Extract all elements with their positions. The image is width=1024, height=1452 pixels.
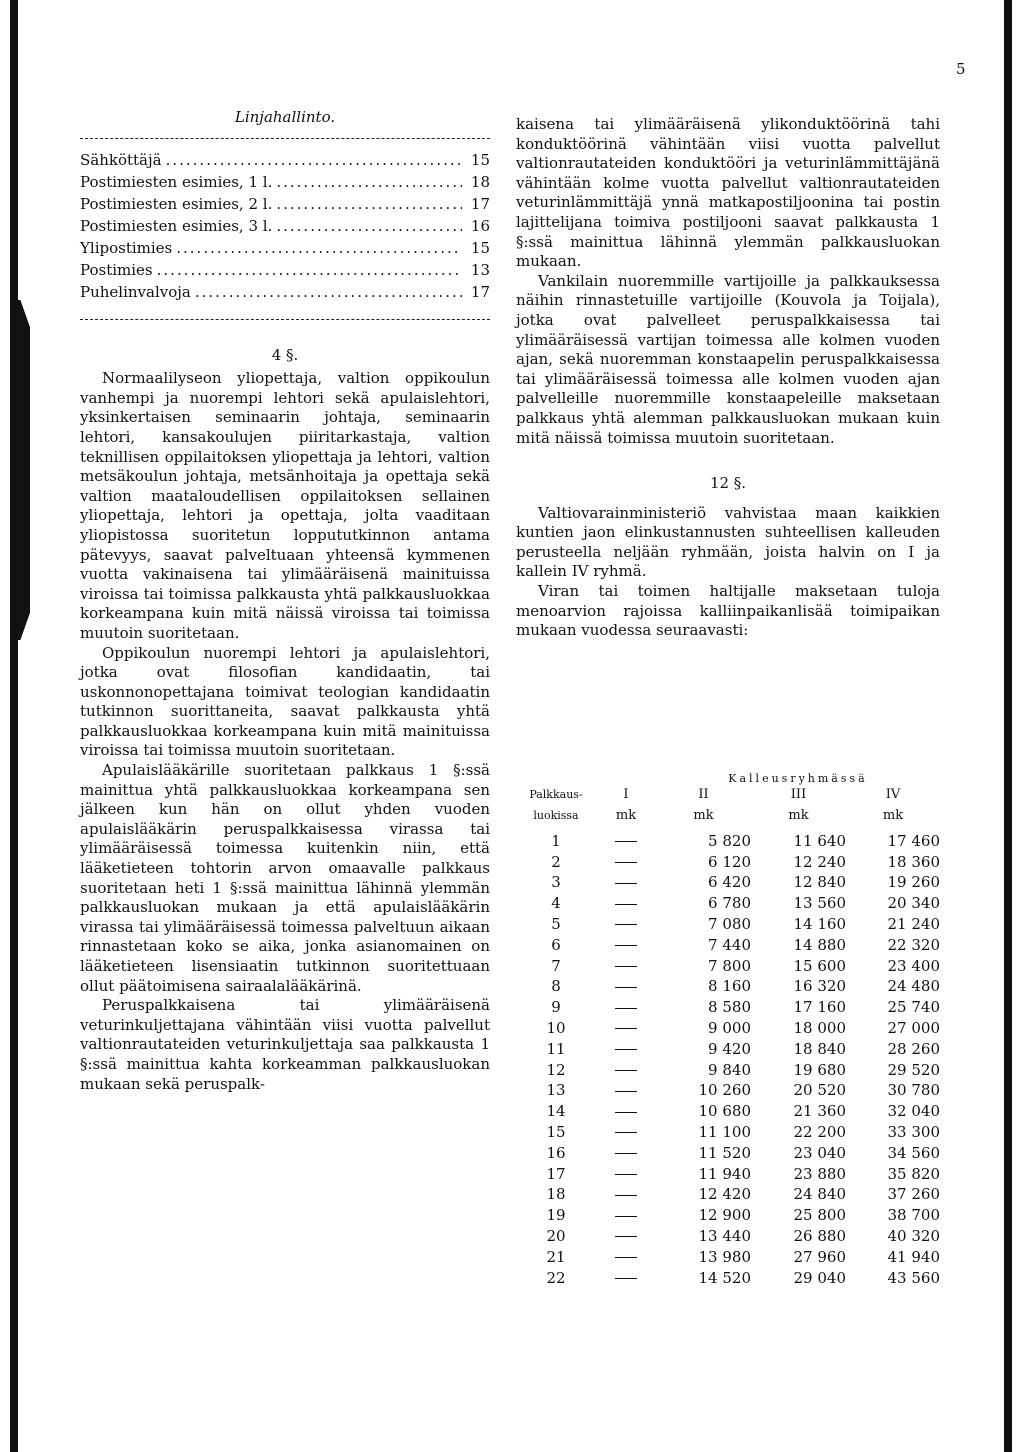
- dash-mark: [615, 904, 637, 905]
- cell-class: 4: [551, 894, 561, 913]
- cell-class: 11: [546, 1039, 566, 1058]
- cell-group-iii: 23 880: [793, 1164, 846, 1183]
- cell-group-iv: 22 320: [887, 935, 940, 954]
- toc-leader-dots: [162, 151, 462, 171]
- cell-group-iv: 17 460: [887, 831, 940, 850]
- cell-class: 8: [551, 977, 561, 996]
- cell-group-ii: 5 820: [708, 831, 751, 850]
- section-12-title: 12 §.: [709, 474, 747, 493]
- paragraph: Normaalilyseon yliopettaja, valtion oppikoulun vanhempi ja nuorempi lehtori sekä apulaislehtori, yksinkertaisen seminaarin johtaja, seminaarin lehtori, kansakoulujen piiritarkastaja, valtion teknillisen oppilaitoksen yliopettaja ja lehtori, valtion metsäkoulun johtaja, metsänhoitaja ja opettaja sekä valtion maataloudellisen oppilaitoksen sellainen yliopettaja, lehtori ja opettaja, jolta vaaditaan yliopistossa suoritetun loppututkinnon antama pätevyys, saavat palveltuaan yhteensä kymmenen vuotta vakinaisena tai ylimääräisenä mainituissa viroissa tai toimissa palkkausta yhtä palkkausluokkaa korkeampana kuin mitä näissä viroissa tai toimissa muutoin suoritetaan.: [80, 369, 490, 642]
- cell-group-ii: 12 900: [698, 1206, 751, 1225]
- cell-group-i-dash: [596, 1018, 656, 1039]
- toc-leader-dots: [153, 261, 462, 281]
- cell-class: 3: [551, 873, 561, 892]
- cell-group-ii: 14 520: [698, 1268, 751, 1287]
- cell-group-iv: 35 820: [887, 1164, 940, 1183]
- dash-mark: [615, 1112, 637, 1113]
- cell-group-iv: 27 000: [887, 1018, 940, 1037]
- scan-binding-shadow: [14, 300, 30, 640]
- dash-mark: [615, 1236, 637, 1237]
- cell-group-iii: 29 040: [793, 1268, 846, 1287]
- cell-group-ii: 13 980: [698, 1247, 751, 1266]
- toc-leader-dots: [172, 239, 462, 259]
- cell-class: 10: [546, 1018, 566, 1037]
- header-group-iv: IV: [885, 786, 901, 802]
- cell-class: 21: [546, 1247, 566, 1266]
- paragraph: kaisena tai ylimääräisenä ylikonduktöörinä tahi konduktöörinä vähintään viisi vuotta palvellut valtionrautateiden konduktööri ja veturinlämmittäjänä vähintään kolme vuotta palvellut valtionrautateiden veturinlämmittäjä ynnä matkapostiljoonina tai postin lajittelijana toimiva postiljooni saavat palkkausta 1 §:ssä mainittua lähinnä ylemmän palkkausluokan mukaan.: [516, 115, 940, 271]
- toc-value: 17: [470, 282, 490, 301]
- toc-leader-dots: [272, 173, 462, 193]
- cell-group-iii: 17 160: [793, 998, 846, 1017]
- cell-class: 18: [546, 1185, 566, 1204]
- toc-row: [80, 261, 490, 283]
- dash-mark: [615, 924, 637, 925]
- table-row: [516, 1080, 940, 1101]
- cell-group-iv: 33 300: [887, 1122, 940, 1141]
- cell-group-iv: 34 560: [887, 1143, 940, 1162]
- cell-group-ii: 6 420: [708, 873, 751, 892]
- page-number: 5: [956, 60, 966, 78]
- cell-group-iv: 19 260: [887, 873, 940, 892]
- table-row: [516, 1246, 940, 1267]
- cell-group-iv: 29 520: [887, 1060, 940, 1079]
- toc-label: Postimiesten esimies, 2 l.: [80, 194, 273, 213]
- cell-group-ii: 7 080: [708, 914, 751, 933]
- dash-mark: [615, 966, 637, 967]
- dash-mark: [615, 1028, 637, 1029]
- cell-group-ii: 9 000: [708, 1018, 751, 1037]
- header-group-iii: III: [790, 786, 807, 802]
- cell-group-iv: 41 940: [887, 1247, 940, 1266]
- table-row: [516, 1059, 940, 1080]
- cell-group-i-dash: [596, 1142, 656, 1163]
- dash-mark: [615, 1278, 637, 1279]
- cell-group-iii: 19 680: [793, 1060, 846, 1079]
- cell-group-iv: 28 260: [887, 1039, 940, 1058]
- toc-value: 15: [470, 150, 490, 169]
- cell-group-iii: 18 000: [793, 1018, 846, 1037]
- toc-label: Postimies: [80, 260, 153, 279]
- table-row: [516, 1122, 940, 1143]
- toc-leader-dots: [191, 283, 462, 303]
- right-column: [516, 115, 940, 641]
- cell-group-ii: 7 440: [708, 935, 751, 954]
- cell-group-i-dash: [596, 1038, 656, 1059]
- toc-leader-dots: [272, 217, 462, 237]
- cell-group-i-dash: [596, 893, 656, 914]
- table-row: [516, 1226, 940, 1247]
- section-4-title: 4 §.: [271, 345, 299, 364]
- cell-group-ii: 7 800: [708, 956, 751, 975]
- toc-row: [80, 283, 490, 305]
- cell-group-iv: 20 340: [887, 894, 940, 913]
- cell-group-i-dash: [596, 1080, 656, 1101]
- cell-group-i-dash: [596, 1184, 656, 1205]
- cell-class: 20: [546, 1226, 566, 1245]
- cell-group-ii: 8 580: [708, 998, 751, 1017]
- toc-leader-dots: [272, 195, 462, 215]
- cell-group-i-dash: [596, 934, 656, 955]
- cell-group-i-dash: [596, 1267, 656, 1288]
- cell-group-ii: 8 160: [708, 977, 751, 996]
- cell-class: 19: [546, 1206, 566, 1225]
- cell-class: 2: [551, 852, 561, 871]
- cell-class: 15: [546, 1122, 566, 1141]
- cell-group-iv: 30 780: [887, 1081, 940, 1100]
- paragraph: Viran tai toimen haltijalle maksetaan tuloja menoarvion rajoissa kalliinpaikanlisää toimipaikan mukaan vuodessa seuraavasti:: [516, 582, 940, 640]
- cell-group-iv: 23 400: [887, 956, 940, 975]
- cell-class: 22: [546, 1268, 566, 1287]
- cell-class: 7: [551, 956, 561, 975]
- cell-group-iii: 16 320: [793, 977, 846, 996]
- table-caption: Kalleusryhmässä: [728, 771, 868, 785]
- cell-group-i-dash: [596, 976, 656, 997]
- dash-mark: [615, 945, 637, 946]
- header-class-2: luokissa: [533, 808, 579, 822]
- toc-value: 18: [470, 172, 490, 191]
- toc-label: Ylipostimies: [80, 238, 173, 257]
- table-row: [516, 914, 940, 935]
- cell-group-iii: 21 360: [793, 1102, 846, 1121]
- cell-class: 12: [546, 1060, 566, 1079]
- cell-group-iv: 21 240: [887, 914, 940, 933]
- cell-group-iii: 12 840: [793, 873, 846, 892]
- table-row: [516, 1205, 940, 1226]
- cell-group-iv: 24 480: [887, 977, 940, 996]
- section-heading: Linjahallinto.: [234, 108, 336, 126]
- paragraph: Apulaislääkärille suoritetaan palkkaus 1 §:ssä mainittua yhtä palkkausluokkaa korkeampana sen jälkeen kun hän on ollut yhden vuoden apulaislääkärin peruspalkkaisessa virassa tai ylimääräisessä toimessa kuitenkin niin, että lääketieteen tohtorin arvon omaavalle palkkaus suoritetaan heti 1 §:ssä mainittua lähinnä ylemmän palkkausluokan mukaan ja että apulaislääkärin virassa tai ylimääräisessä toimessa palveltuun aikaan rinnastetaan koko se aika, jonka asianomainen on lääketieteen lisensiaatin tutkinnon suoritettuaan ollut päätoimisena sairaalalääkärinä.: [80, 761, 490, 995]
- dash-mark: [615, 1195, 637, 1196]
- cell-group-iii: 18 840: [793, 1039, 846, 1058]
- table-row: [516, 1163, 940, 1184]
- table-row: [516, 1267, 940, 1288]
- cell-class: 9: [551, 998, 561, 1017]
- dash-mark: [615, 1153, 637, 1154]
- cell-group-ii: 6 780: [708, 894, 751, 913]
- cell-group-iv: 32 040: [887, 1102, 940, 1121]
- table-row: [516, 955, 940, 976]
- header-group-ii: II: [698, 786, 709, 802]
- table-row: [516, 1101, 940, 1122]
- toc-value: 16: [470, 216, 490, 235]
- table-row: [516, 1018, 940, 1039]
- cell-group-iv: 25 740: [887, 998, 940, 1017]
- cell-group-ii: 9 420: [708, 1039, 751, 1058]
- header-group-i: I: [623, 786, 629, 802]
- dash-mark: [615, 1216, 637, 1217]
- paragraph: Valtiovarainministeriö vahvistaa maan kaikkien kuntien jaon elinkustannusten suhteellisen kalleuden perusteella neljään ryhmään, joista halvin on I ja kallein IV ryhmä.: [516, 503, 940, 581]
- table-row: [516, 997, 940, 1018]
- dashed-divider-top: [80, 138, 490, 139]
- cell-group-iii: 25 800: [793, 1206, 846, 1225]
- dash-mark: [615, 987, 637, 988]
- dash-mark: [615, 1049, 637, 1050]
- unit-iii: mk: [788, 807, 809, 823]
- cell-group-iv: 18 360: [887, 852, 940, 871]
- table-row: [516, 1142, 940, 1163]
- cell-group-i-dash: [596, 997, 656, 1018]
- toc-label: Postimiesten esimies, 1 l.: [80, 172, 273, 191]
- dashed-divider-bottom: [80, 319, 490, 320]
- cell-group-i-dash: [596, 1226, 656, 1247]
- cell-group-i-dash: [596, 1205, 656, 1226]
- cell-group-i-dash: [596, 1059, 656, 1080]
- cell-group-iii: 13 560: [793, 894, 846, 913]
- table-row: [516, 934, 940, 955]
- cell-group-ii: 11 100: [698, 1122, 751, 1141]
- scan-edge-right: [1004, 0, 1012, 1452]
- cell-class: 1: [551, 831, 561, 850]
- cell-group-ii: 10 260: [698, 1081, 751, 1100]
- cell-group-ii: 10 680: [698, 1102, 751, 1121]
- dash-mark: [615, 841, 637, 842]
- toc-value: 17: [470, 194, 490, 213]
- cell-class: 14: [546, 1102, 566, 1121]
- cell-group-i-dash: [596, 1163, 656, 1184]
- cell-group-iii: 24 840: [793, 1185, 846, 1204]
- cell-group-iii: 15 600: [793, 956, 846, 975]
- unit-i: mk: [615, 807, 637, 823]
- toc-label: Sähköttäjä: [80, 150, 162, 169]
- table-row: [516, 1184, 940, 1205]
- left-column: [80, 108, 490, 1094]
- unit-ii: mk: [693, 807, 714, 823]
- scan-edge-left: [10, 0, 18, 1452]
- cell-group-ii: 9 840: [708, 1060, 751, 1079]
- dash-mark: [615, 1008, 637, 1009]
- salary-toc: [80, 151, 490, 305]
- cell-group-iii: 23 040: [793, 1143, 846, 1162]
- cell-group-i-dash: [596, 851, 656, 872]
- cell-group-iv: 40 320: [887, 1226, 940, 1245]
- cell-group-iv: 38 700: [887, 1206, 940, 1225]
- dash-mark: [615, 1174, 637, 1175]
- paragraph: Peruspalkkaisena tai ylimääräisenä veturinkuljettajana vähintään viisi vuotta palvellut valtionrautateiden veturinkuljettaja saa palkkausta 1 §:ssä mainittua kahta korkeamman palkkausluokan mukaan sekä peruspalk-: [80, 996, 490, 1093]
- paragraph: Vankilain nuoremmille vartijoille ja palkkauksessa näihin rinnastetuille vartijoille (Kouvola ja Toijala), jotka ovat palvelleet peruspalkkaisessa tai ylimääräisessä vartijan toimessa alle kolmen vuoden ajan, sekä nuoremman konstaapelin peruspalkkaisessa tai ylimääräisessä toimessa alle kolmen vuoden ajan palvelleille nuoremmille konstaapeleille maksetaan palkkaus yhtä alemman palkkausluokan mukaan kuin mitä näissä toimissa muutoin suoritetaan.: [516, 271, 940, 447]
- dash-mark: [615, 1070, 637, 1071]
- cell-group-i-dash: [596, 1122, 656, 1143]
- table-row: [516, 893, 940, 914]
- cell-group-iii: 14 160: [793, 914, 846, 933]
- toc-row: [80, 195, 490, 217]
- dash-mark: [615, 1257, 637, 1258]
- cell-group-i-dash: [596, 872, 656, 893]
- cell-group-iii: 26 880: [793, 1226, 846, 1245]
- unit-iv: mk: [882, 807, 904, 823]
- dash-mark: [615, 1091, 637, 1092]
- toc-value: 13: [470, 260, 490, 279]
- toc-label: Postimiesten esimies, 3 l.: [80, 216, 273, 235]
- dash-mark: [615, 862, 637, 863]
- toc-row: [80, 173, 490, 195]
- cell-group-i-dash: [596, 1246, 656, 1267]
- cell-group-ii: 12 420: [698, 1185, 751, 1204]
- cell-group-iii: 14 880: [793, 935, 846, 954]
- toc-value: 15: [470, 238, 490, 257]
- cell-group-iv: 37 260: [887, 1185, 940, 1204]
- cell-class: 13: [546, 1081, 566, 1100]
- cell-group-i-dash: [596, 914, 656, 935]
- cell-group-iii: 27 960: [793, 1247, 846, 1266]
- cost-of-living-table: [516, 768, 940, 1288]
- cell-group-iii: 11 640: [793, 831, 846, 850]
- cell-class: 6: [551, 935, 561, 954]
- table-row: [516, 830, 940, 851]
- cell-group-iii: 22 200: [793, 1122, 846, 1141]
- toc-row: [80, 217, 490, 239]
- cell-group-iii: 12 240: [793, 852, 846, 871]
- cell-group-ii: 11 940: [698, 1164, 751, 1183]
- toc-label: Puhelinvalvoja: [80, 282, 191, 301]
- cell-class: 16: [546, 1143, 566, 1162]
- dash-mark: [615, 883, 637, 884]
- cell-group-i-dash: [596, 955, 656, 976]
- table-row: [516, 872, 940, 893]
- cell-group-ii: 11 520: [698, 1143, 751, 1162]
- toc-row: [80, 239, 490, 261]
- table-row: [516, 1038, 940, 1059]
- table-row: [516, 851, 940, 872]
- paragraph: Oppikoulun nuorempi lehtori ja apulaislehtori, jotka ovat filosofian kandidaatin, tai uskonnonopettajana toimivat teologian kandidaatin tutkinnon suorittaneita, saavat palkkausta yhtä palkkausluokkaa korkeampana kuin mitä mainituissa viroissa tai toimissa muutoin suoritetaan.: [80, 643, 490, 760]
- cell-group-ii: 6 120: [708, 852, 751, 871]
- cell-group-iv: 43 560: [887, 1268, 940, 1287]
- cell-group-i-dash: [596, 1101, 656, 1122]
- toc-row: [80, 151, 490, 173]
- cell-class: 5: [551, 914, 561, 933]
- header-class: Palkkaus-: [529, 787, 583, 801]
- cell-group-ii: 13 440: [698, 1226, 751, 1245]
- cell-class: 17: [546, 1164, 566, 1183]
- cell-group-iii: 20 520: [793, 1081, 846, 1100]
- table-row: [516, 976, 940, 997]
- dash-mark: [615, 1132, 637, 1133]
- cell-group-i-dash: [596, 830, 656, 851]
